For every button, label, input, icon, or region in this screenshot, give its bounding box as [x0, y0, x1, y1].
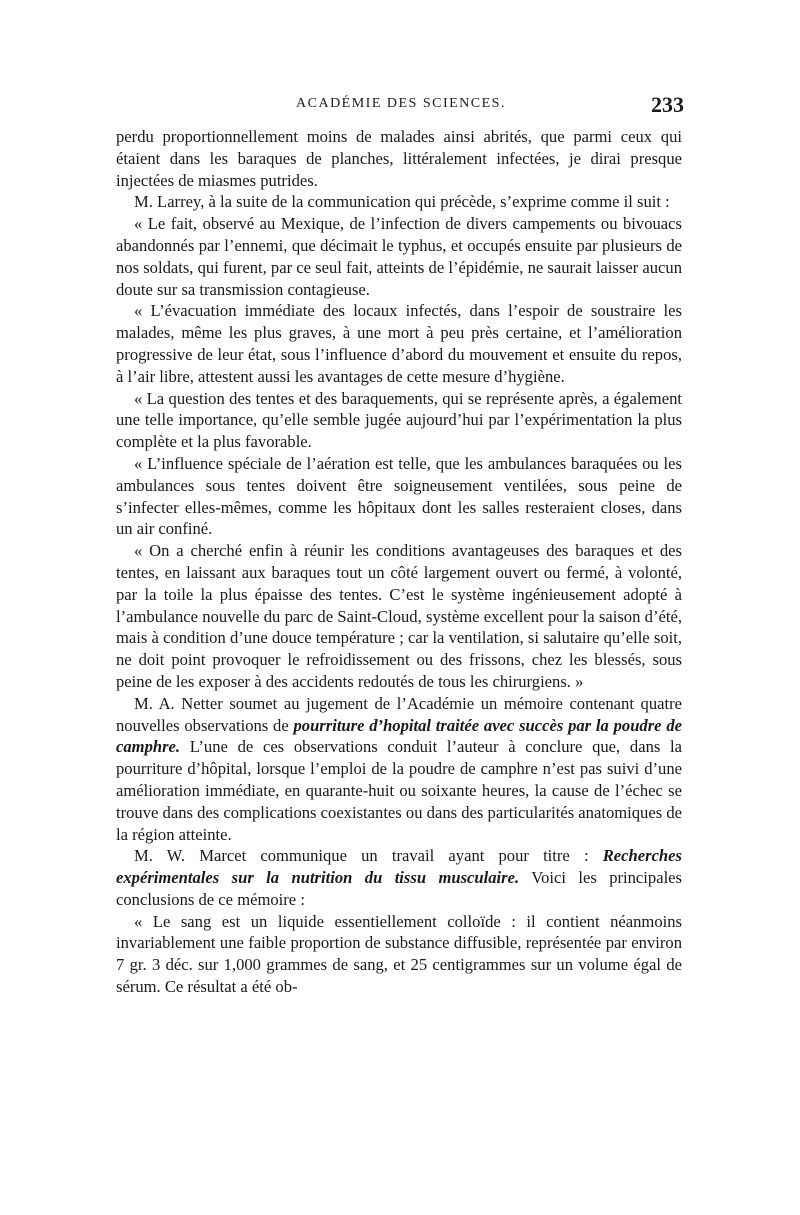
paragraph-text: Voici les principales conclusions de ce mémoire : [116, 868, 683, 909]
paragraph-text: M. A. Netter soumet au jugement de l’Académie un mémoire contenant quatre nouvelles observations de [116, 693, 682, 735]
page-header [118, 92, 684, 126]
paragraph: « Le fait, observé au Mexique, de l’infection de divers campements ou bivouacs abandonnés par l’ennemi, que décimait le typhus, et occupés ensuite par plusieurs de nos soldats, qui furent, par ce seul fait, atteints de l’épidémie, ne saurait laisser aucun doute sur sa transmission contagieuse. [116, 214, 682, 299]
paragraph: « L’influence spéciale de l’aération est telle, que les ambulances baraquées ou les ambulances sous tentes doivent être soigneusement ventilées, sous peine de s’infecter elles-mêmes, comme les hôpitaux dont les salles resteraient closes, dans un air confiné. [116, 453, 682, 539]
paragraph: « Le sang est un liquide essentiellement colloïde : il contient néanmoins invariablement une faible proportion de substance diffusible, représentée par environ 7 gr. 3 déc. sur 1,000 grammes de sang, et 25 centigrammes sur un volume égal de sérum. Ce résultat a été ob- [116, 911, 682, 997]
page-number: 233 [651, 92, 684, 117]
body-text [116, 126, 682, 998]
paragraph: « L’évacuation immédiate des locaux infectés, dans l’espoir de soustraire les malades, même les plus graves, à une mort à peu près certaine, et l’amélioration progressive de leur état, sous l’influence d’abord du mouvement et ensuite du repos, à l’air libre, attestent aussi les avantages de cette mesure d’hygiène. [116, 301, 682, 386]
paragraph [116, 845, 682, 910]
paragraph-text: L’une de ces observations conduit l’auteur à conclure que, dans la pourriture d’hôpital, lorsque l’emploi de la poudre de camphre n’est pas suivi d’une amélioration immédiate, en quarante-huit ou soixante heures, la cause de l’échec se trouve dans des complications coexistantes ou dans des particularités anatomiques de la région atteinte. [116, 737, 682, 844]
paragraph [116, 693, 682, 846]
paragraph: M. Larrey, à la suite de la communication qui précède, s’exprime comme il suit : [134, 192, 670, 212]
paragraph: perdu proportionnellement moins de malades ainsi abrités, que parmi ceux qui étaient dans les baraques de planches, littéralement infectées, je dirai presque injectées de miasmes putrides. [116, 127, 682, 190]
paragraph-text: M. W. Marcet communique un travail ayant pour titre : [134, 846, 603, 866]
paragraph: « On a cherché enfin à réunir les conditions avantageuses des baraques et des tentes, en laissant aux baraques tout un côté largement ouvert ou fermé, à volonté, par la toile la plus épaisse des tentes. C’est le système ingénieusement adopté à l’ambulance nouvelle du parc de Saint-Cloud, système excellent pour la saison d’été, mais à condition d’une douce température ; car la ventilation, si salutaire qu’elle soit, ne doit point provoquer le refroidissement ou des frissons, chez les blessés, sous peine de les exposer à des accidents redoutés de tous les chirurgiens. » [116, 541, 682, 691]
title-italic: Recherches expérimentales sur la nutrition du tissu musculaire. [116, 846, 682, 888]
running-head: ACADÉMIE DES SCIENCES. [296, 96, 506, 111]
paragraph: « La question des tentes et des baraquements, qui se représente après, a également une telle importance, qu’elle semble jugée aujourd’hui par l’expérimentation la plus complète et la plus favorable. [116, 388, 682, 452]
title-italic: pourriture d’hopital traitée avec succès par la poudre de camphre. [116, 715, 682, 757]
